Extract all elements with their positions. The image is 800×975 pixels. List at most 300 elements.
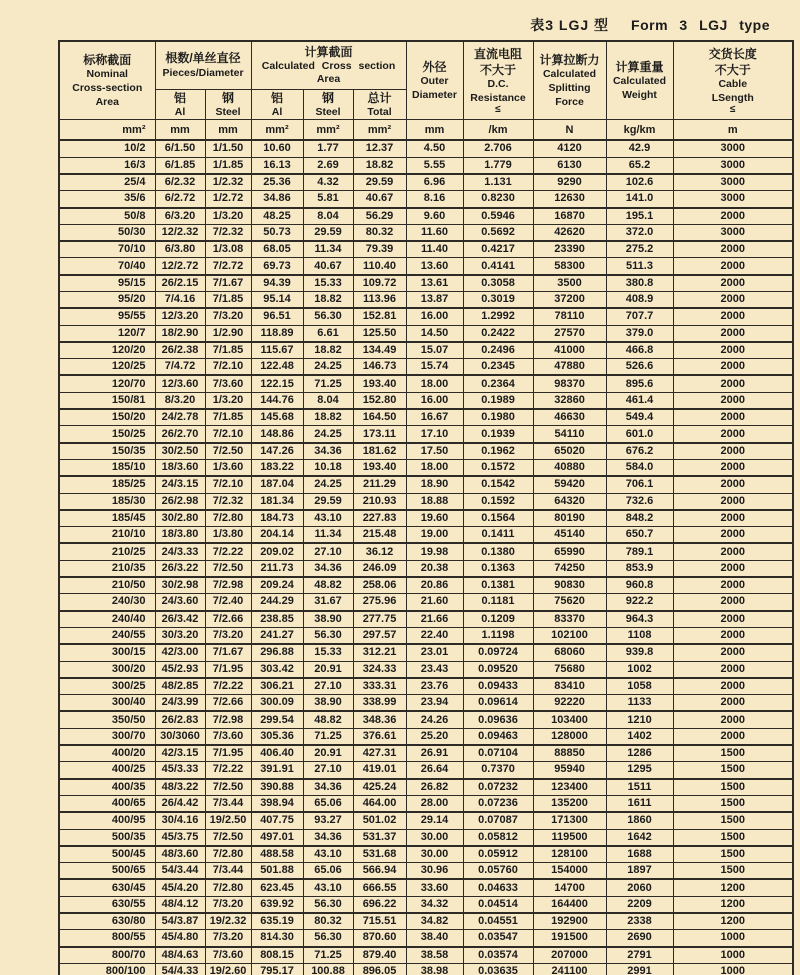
cell-dc-resistance: 0.8230 — [463, 191, 533, 208]
cell-calc-total: 79.39 — [353, 241, 406, 258]
table-row — [59, 510, 793, 527]
cell-pieces-al: 48/3.22 — [155, 779, 205, 796]
cell-weight: 922.2 — [606, 594, 673, 611]
cell-calc-total: 113.96 — [353, 292, 406, 309]
cell-dc-resistance: 0.04633 — [463, 879, 533, 896]
cell-weight: 732.6 — [606, 493, 673, 510]
cell-splitting-force: 164400 — [533, 896, 606, 913]
cell-outer-diameter: 26.91 — [406, 745, 463, 762]
unit-cell-outer-diameter: mm — [406, 120, 463, 141]
cell-pieces-al: 48/4.63 — [155, 947, 205, 964]
cell-nominal: 400/20 — [59, 745, 155, 762]
cell-splitting-force: 32860 — [533, 392, 606, 409]
cell-dc-resistance: 0.1980 — [463, 409, 533, 426]
cell-calc-steel: 27.10 — [303, 762, 353, 779]
cell-length: 2000 — [673, 342, 793, 359]
cell-nominal: 16/3 — [59, 157, 155, 174]
cell-pieces-steel: 7/2.80 — [205, 846, 251, 863]
cell-splitting-force: 40880 — [533, 459, 606, 476]
cell-weight: 526.6 — [606, 359, 673, 376]
cell-weight: 1058 — [606, 678, 673, 695]
cell-outer-diameter: 34.82 — [406, 913, 463, 930]
cell-dc-resistance: 0.03635 — [463, 963, 533, 975]
cell-pieces-steel: 7/2.22 — [205, 543, 251, 560]
cell-nominal: 210/35 — [59, 560, 155, 577]
cell-calc-al: 96.51 — [251, 308, 303, 325]
unit-cell-calc-steel: mm² — [303, 120, 353, 141]
cell-nominal: 500/35 — [59, 829, 155, 846]
cell-calc-al: 187.04 — [251, 476, 303, 493]
cell-pieces-al: 48/3.60 — [155, 846, 205, 863]
cell-pieces-steel: 7/2.22 — [205, 762, 251, 779]
cell-splitting-force: 241100 — [533, 963, 606, 975]
table-row — [59, 947, 793, 964]
cell-pieces-steel: 7/3.60 — [205, 728, 251, 745]
cell-pieces-al: 26/3.42 — [155, 611, 205, 628]
header-line: Al — [174, 105, 186, 118]
table-row — [59, 342, 793, 359]
cell-pieces-steel: 19/2.50 — [205, 812, 251, 829]
subcol-header-pieces-steel — [205, 89, 251, 120]
cell-pieces-steel: 1/2.90 — [205, 325, 251, 342]
cell-length: 1500 — [673, 863, 793, 880]
cell-weight: 42.9 — [606, 140, 673, 157]
table-row — [59, 476, 793, 493]
cell-calc-total: 215.48 — [353, 527, 406, 544]
table-row — [59, 963, 793, 975]
cell-splitting-force: 88850 — [533, 745, 606, 762]
header-line: 交货长度 — [708, 46, 757, 61]
cell-calc-steel: 27.10 — [303, 543, 353, 560]
cell-outer-diameter: 30.00 — [406, 829, 463, 846]
header-line: Diameter — [412, 88, 457, 101]
units-row — [59, 120, 793, 141]
cell-length: 1500 — [673, 812, 793, 829]
table-row — [59, 611, 793, 628]
header-line: Total — [367, 105, 392, 118]
cell-splitting-force: 74250 — [533, 560, 606, 577]
header-line: 铝 — [271, 90, 284, 105]
cell-splitting-force: 12630 — [533, 191, 606, 208]
cell-length: 2000 — [673, 359, 793, 376]
cell-pieces-steel: 19/2.60 — [205, 963, 251, 975]
cell-outer-diameter: 21.60 — [406, 594, 463, 611]
cell-splitting-force: 103400 — [533, 711, 606, 728]
cell-nominal: 400/95 — [59, 812, 155, 829]
cell-outer-diameter: 29.14 — [406, 812, 463, 829]
cell-calc-al: 795.17 — [251, 963, 303, 975]
header-line: 计算重量 — [615, 59, 664, 74]
header-line: Resistance — [470, 91, 526, 104]
cell-splitting-force: 23390 — [533, 241, 606, 258]
cell-calc-steel: 56.30 — [303, 308, 353, 325]
col-group-pieces-diameter — [155, 41, 251, 89]
cell-nominal: 240/30 — [59, 594, 155, 611]
cell-calc-steel: 5.81 — [303, 191, 353, 208]
cell-weight: 1133 — [606, 695, 673, 712]
cell-length: 1500 — [673, 745, 793, 762]
cell-nominal: 300/40 — [59, 695, 155, 712]
cell-splitting-force: 123400 — [533, 779, 606, 796]
header-line: 铝 — [173, 90, 186, 105]
cell-calc-steel: 11.34 — [303, 527, 353, 544]
cell-nominal: 50/30 — [59, 224, 155, 241]
table-row — [59, 140, 793, 157]
cell-calc-total: 348.36 — [353, 711, 406, 728]
cell-length: 1200 — [673, 896, 793, 913]
cell-pieces-steel: 7/2.40 — [205, 594, 251, 611]
cell-length: 2000 — [673, 695, 793, 712]
cell-pieces-al: 45/4.20 — [155, 879, 205, 896]
cell-nominal: 95/15 — [59, 275, 155, 292]
cell-calc-steel: 34.36 — [303, 829, 353, 846]
table-row — [59, 375, 793, 392]
header-line: 计算截面 — [304, 44, 353, 59]
cell-length: 2000 — [673, 375, 793, 392]
cell-length: 2000 — [673, 527, 793, 544]
cell-outer-diameter: 23.43 — [406, 661, 463, 678]
cell-calc-total: 425.24 — [353, 779, 406, 796]
cell-calc-al: 497.01 — [251, 829, 303, 846]
cell-calc-total: 297.57 — [353, 627, 406, 644]
cell-calc-total: 109.72 — [353, 275, 406, 292]
cell-calc-steel: 40.67 — [303, 258, 353, 275]
cell-nominal: 120/70 — [59, 375, 155, 392]
cell-splitting-force: 41000 — [533, 342, 606, 359]
cell-calc-total: 275.96 — [353, 594, 406, 611]
cell-dc-resistance: 0.2364 — [463, 375, 533, 392]
cell-length: 2000 — [673, 325, 793, 342]
cell-calc-steel: 15.33 — [303, 644, 353, 661]
cell-calc-steel: 29.59 — [303, 224, 353, 241]
cell-calc-al: 50.73 — [251, 224, 303, 241]
cell-pieces-al: 30/4.16 — [155, 812, 205, 829]
cell-calc-total: 29.59 — [353, 174, 406, 191]
cell-calc-total: 277.75 — [353, 611, 406, 628]
col-header-calculated-weight — [606, 41, 673, 120]
page-title-zh: 表3 LGJ 型 — [530, 17, 610, 33]
cell-pieces-al: 26/2.70 — [155, 426, 205, 443]
cell-pieces-steel: 7/3.60 — [205, 375, 251, 392]
cell-calc-steel: 2.69 — [303, 157, 353, 174]
cell-splitting-force: 16870 — [533, 208, 606, 225]
cell-pieces-al: 6/3.80 — [155, 241, 205, 258]
table-row — [59, 292, 793, 309]
cell-nominal: 150/81 — [59, 392, 155, 409]
cell-pieces-al: 18/3.60 — [155, 459, 205, 476]
header-line: 钢 — [222, 90, 235, 105]
cell-dc-resistance: 0.05912 — [463, 846, 533, 863]
cell-nominal: 300/70 — [59, 728, 155, 745]
cell-nominal: 300/15 — [59, 644, 155, 661]
header-line: 不大于 — [714, 63, 751, 78]
cell-calc-total: 258.06 — [353, 577, 406, 594]
cell-calc-steel: 24.25 — [303, 426, 353, 443]
cell-weight: 380.8 — [606, 275, 673, 292]
cell-splitting-force: 102100 — [533, 627, 606, 644]
cell-calc-total: 333.31 — [353, 678, 406, 695]
cell-outer-diameter: 9.60 — [406, 208, 463, 225]
cell-calc-steel: 56.30 — [303, 896, 353, 913]
cell-pieces-al: 6/2.72 — [155, 191, 205, 208]
header-line: Al — [271, 105, 283, 118]
cell-nominal: 150/35 — [59, 443, 155, 460]
header-line: 总计 — [367, 90, 392, 105]
cell-pieces-steel: 7/1.67 — [205, 644, 251, 661]
cell-weight: 848.2 — [606, 510, 673, 527]
cell-outer-diameter: 11.60 — [406, 224, 463, 241]
cell-splitting-force: 92220 — [533, 695, 606, 712]
cell-outer-diameter: 17.10 — [406, 426, 463, 443]
cell-pieces-al: 24/3.99 — [155, 695, 205, 712]
unit-cell-splitting-force: N — [533, 120, 606, 141]
cell-calc-al: 148.86 — [251, 426, 303, 443]
cell-length: 2000 — [673, 426, 793, 443]
cell-length: 2000 — [673, 493, 793, 510]
cell-splitting-force: 58300 — [533, 258, 606, 275]
cell-calc-total: 80.32 — [353, 224, 406, 241]
cell-pieces-steel: 7/2.10 — [205, 476, 251, 493]
cell-weight: 853.9 — [606, 560, 673, 577]
cell-splitting-force: 54110 — [533, 426, 606, 443]
table-row — [59, 846, 793, 863]
cell-nominal: 185/25 — [59, 476, 155, 493]
cell-dc-resistance: 0.07232 — [463, 779, 533, 796]
table-body — [59, 140, 793, 975]
cell-calc-steel: 71.25 — [303, 947, 353, 964]
cell-pieces-steel: 7/2.80 — [205, 510, 251, 527]
cell-length: 2000 — [673, 577, 793, 594]
page-title — [530, 15, 770, 35]
cell-outer-diameter: 16.67 — [406, 409, 463, 426]
cell-pieces-al: 54/3.44 — [155, 863, 205, 880]
cell-pieces-al: 30/2.50 — [155, 443, 205, 460]
cell-weight: 960.8 — [606, 577, 673, 594]
cell-calc-al: 296.88 — [251, 644, 303, 661]
cell-length: 1500 — [673, 829, 793, 846]
cell-length: 2000 — [673, 594, 793, 611]
cell-weight: 1688 — [606, 846, 673, 863]
header-line: 钢 — [322, 90, 335, 105]
cell-dc-resistance: 0.1572 — [463, 459, 533, 476]
cell-pieces-steel: 1/3.20 — [205, 392, 251, 409]
table-row — [59, 359, 793, 376]
cell-calc-al: 122.15 — [251, 375, 303, 392]
table-row — [59, 409, 793, 426]
cell-outer-diameter: 13.61 — [406, 275, 463, 292]
cell-length: 2000 — [673, 292, 793, 309]
unit-cell-pieces-steel: mm — [205, 120, 251, 141]
cell-pieces-al: 54/4.33 — [155, 963, 205, 975]
cell-calc-al: 303.42 — [251, 661, 303, 678]
cell-outer-diameter: 4.50 — [406, 140, 463, 157]
cell-splitting-force: 95940 — [533, 762, 606, 779]
cell-pieces-al: 42/3.00 — [155, 644, 205, 661]
header-line: Cross-section — [72, 81, 143, 94]
cell-pieces-al: 6/1.85 — [155, 157, 205, 174]
cell-dc-resistance: 0.05812 — [463, 829, 533, 846]
table-row — [59, 661, 793, 678]
cell-calc-al: 16.13 — [251, 157, 303, 174]
cell-outer-diameter: 30.96 — [406, 863, 463, 880]
cell-pieces-al: 45/3.75 — [155, 829, 205, 846]
cell-pieces-steel: 7/3.20 — [205, 627, 251, 644]
cell-calc-total: 501.02 — [353, 812, 406, 829]
cell-calc-al: 94.39 — [251, 275, 303, 292]
cell-calc-total: 152.80 — [353, 392, 406, 409]
cell-weight: 2791 — [606, 947, 673, 964]
cell-calc-total: 896.05 — [353, 963, 406, 975]
cell-calc-steel: 93.27 — [303, 812, 353, 829]
cell-calc-al: 398.94 — [251, 795, 303, 812]
cell-length: 2000 — [673, 459, 793, 476]
cell-length: 2000 — [673, 208, 793, 225]
cell-calc-total: 324.33 — [353, 661, 406, 678]
cell-nominal: 95/20 — [59, 292, 155, 309]
header-line: 直流电阻 — [474, 46, 523, 61]
cell-weight: 1611 — [606, 795, 673, 812]
table-row — [59, 644, 793, 661]
cell-calc-total: 134.49 — [353, 342, 406, 359]
col-header-splitting-force — [533, 41, 606, 120]
table-row — [59, 695, 793, 712]
cell-calc-total: 376.61 — [353, 728, 406, 745]
cell-weight: 1642 — [606, 829, 673, 846]
cell-pieces-steel: 7/2.66 — [205, 611, 251, 628]
cell-nominal: 25/4 — [59, 174, 155, 191]
cell-nominal: 800/100 — [59, 963, 155, 975]
cell-length: 2000 — [673, 275, 793, 292]
cell-pieces-steel: 7/3.20 — [205, 308, 251, 325]
col-group-calculated-cross-section — [251, 41, 406, 89]
cell-dc-resistance: 0.1181 — [463, 594, 533, 611]
cell-outer-diameter: 38.98 — [406, 963, 463, 975]
cell-outer-diameter: 21.66 — [406, 611, 463, 628]
header-row-groups — [59, 41, 793, 89]
cell-calc-total: 696.22 — [353, 896, 406, 913]
cell-calc-total: 152.81 — [353, 308, 406, 325]
cell-weight: 372.0 — [606, 224, 673, 241]
cell-calc-total: 18.82 — [353, 157, 406, 174]
cell-dc-resistance: 0.4217 — [463, 241, 533, 258]
cell-pieces-steel: 7/1.85 — [205, 409, 251, 426]
cell-calc-total: 56.29 — [353, 208, 406, 225]
cell-calc-al: 639.92 — [251, 896, 303, 913]
cell-weight: 1511 — [606, 779, 673, 796]
cell-pieces-al: 26/2.15 — [155, 275, 205, 292]
table-row — [59, 577, 793, 594]
table-row — [59, 224, 793, 241]
cell-nominal: 210/25 — [59, 543, 155, 560]
cell-calc-steel: 24.25 — [303, 476, 353, 493]
cell-outer-diameter: 6.96 — [406, 174, 463, 191]
cell-splitting-force: 45140 — [533, 527, 606, 544]
cell-calc-al: 305.36 — [251, 728, 303, 745]
cell-pieces-al: 7/4.72 — [155, 359, 205, 376]
cell-pieces-steel: 1/1.85 — [205, 157, 251, 174]
cell-calc-al: 241.27 — [251, 627, 303, 644]
cell-splitting-force: 207000 — [533, 947, 606, 964]
cell-weight: 1002 — [606, 661, 673, 678]
cell-outer-diameter: 30.00 — [406, 846, 463, 863]
cell-length: 2000 — [673, 241, 793, 258]
cell-length: 2000 — [673, 392, 793, 409]
cell-pieces-steel: 7/2.66 — [205, 695, 251, 712]
cell-dc-resistance: 0.09724 — [463, 644, 533, 661]
cell-outer-diameter: 18.90 — [406, 476, 463, 493]
cell-nominal: 630/45 — [59, 879, 155, 896]
cell-weight: 650.7 — [606, 527, 673, 544]
cell-pieces-al: 12/3.20 — [155, 308, 205, 325]
cell-outer-diameter: 38.40 — [406, 930, 463, 947]
table-row — [59, 191, 793, 208]
subcol-header-calc-al — [251, 89, 303, 120]
cell-pieces-al: 8/3.20 — [155, 392, 205, 409]
cell-weight: 1210 — [606, 711, 673, 728]
table-row — [59, 812, 793, 829]
cell-splitting-force: 14700 — [533, 879, 606, 896]
cell-calc-total: 715.51 — [353, 913, 406, 930]
cell-length: 2000 — [673, 627, 793, 644]
cell-pieces-steel: 7/1.95 — [205, 661, 251, 678]
cell-calc-steel: 8.04 — [303, 208, 353, 225]
cell-pieces-al: 45/2.93 — [155, 661, 205, 678]
unit-cell-length: m — [673, 120, 793, 141]
cell-weight: 789.1 — [606, 543, 673, 560]
cell-dc-resistance: 0.1989 — [463, 392, 533, 409]
cell-pieces-steel: 7/2.98 — [205, 711, 251, 728]
cell-weight: 1402 — [606, 728, 673, 745]
cell-dc-resistance: 1.2992 — [463, 308, 533, 325]
cell-splitting-force: 119500 — [533, 829, 606, 846]
cell-outer-diameter: 13.60 — [406, 258, 463, 275]
cell-calc-total: 12.37 — [353, 140, 406, 157]
table-row — [59, 913, 793, 930]
cell-length: 2000 — [673, 510, 793, 527]
cell-nominal: 630/80 — [59, 913, 155, 930]
cell-calc-total: 36.12 — [353, 543, 406, 560]
header-line: LSength — [711, 91, 754, 104]
cell-length: 1000 — [673, 930, 793, 947]
cell-splitting-force: 9290 — [533, 174, 606, 191]
cell-pieces-steel: 1/2.72 — [205, 191, 251, 208]
cell-outer-diameter: 26.82 — [406, 779, 463, 796]
table-row — [59, 930, 793, 947]
cell-length: 1500 — [673, 779, 793, 796]
cell-calc-al: 814.30 — [251, 930, 303, 947]
cell-splitting-force: 80190 — [533, 510, 606, 527]
cell-outer-diameter: 23.76 — [406, 678, 463, 695]
cell-splitting-force: 59420 — [533, 476, 606, 493]
cell-pieces-steel: 7/2.32 — [205, 493, 251, 510]
cell-nominal: 150/20 — [59, 409, 155, 426]
cell-calc-total: 146.73 — [353, 359, 406, 376]
table-row — [59, 560, 793, 577]
cell-pieces-al: 12/2.72 — [155, 258, 205, 275]
cell-pieces-steel: 7/2.50 — [205, 829, 251, 846]
table-row — [59, 711, 793, 728]
cell-calc-al: 623.45 — [251, 879, 303, 896]
cell-pieces-steel: 7/2.10 — [205, 359, 251, 376]
cell-dc-resistance: 0.3019 — [463, 292, 533, 309]
cell-calc-total: 419.01 — [353, 762, 406, 779]
header-line: Splitting Force — [548, 81, 591, 108]
cell-calc-total: 566.94 — [353, 863, 406, 880]
header-line: Pieces/Diameter — [162, 66, 244, 79]
cell-dc-resistance: 0.1363 — [463, 560, 533, 577]
cell-dc-resistance: 1.1198 — [463, 627, 533, 644]
cell-weight: 466.8 — [606, 342, 673, 359]
